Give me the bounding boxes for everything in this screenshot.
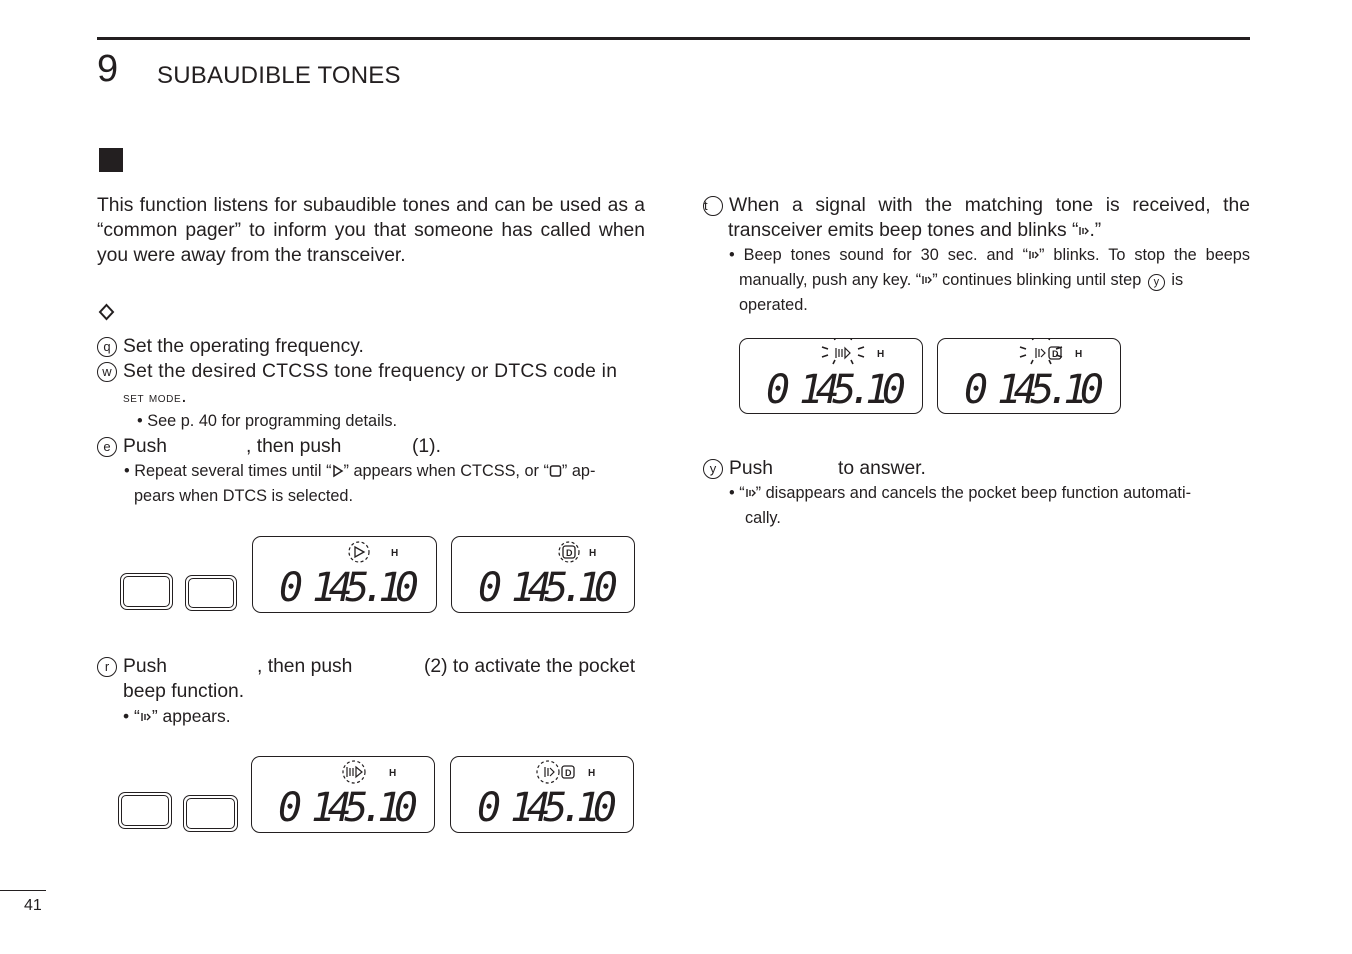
tone-key[interactable] [185, 575, 237, 611]
step-number-4: r [97, 657, 117, 677]
lcd-display-dtcs [451, 536, 635, 613]
lcd-display-blink-2 [937, 338, 1121, 414]
footer-rule [0, 890, 46, 891]
func-key-2[interactable] [118, 792, 172, 829]
lcd-display-ctcss [252, 536, 437, 613]
lcd-blink-1-segments [740, 339, 924, 415]
lcd-display-blink-1 [739, 338, 923, 414]
bell-icon [745, 486, 756, 500]
step-5-note-3: operated. [739, 296, 808, 314]
lcd-display-pocket-ctcss [251, 756, 435, 833]
lcd-h-indicator: H [391, 548, 399, 559]
bell-icon [1028, 248, 1039, 262]
lcd-h-indicator: H [877, 349, 885, 360]
step-6-note-2: cally. [745, 509, 781, 527]
step-6-post: to answer. [838, 458, 926, 479]
chapter-number: 9 [97, 48, 119, 90]
lcd-d-indicator: D [565, 768, 572, 778]
step-6-note-1: • “ ” disappears and cancels the pocket beep function automati- [729, 484, 1191, 502]
lcd-frequency: 0 145.10 [766, 367, 906, 413]
lcd-frequency: 0 145.10 [478, 565, 618, 611]
step-number-2: w [97, 362, 117, 382]
step-ref-6: y [1148, 274, 1165, 291]
lcd-dtcs-segments [452, 537, 636, 614]
step-number-1: q [97, 337, 117, 357]
lcd-pocket-dtcs-segments [451, 757, 635, 834]
step-number-5: t [703, 196, 723, 216]
step-number-6: y [703, 459, 723, 479]
bell-icon [1078, 224, 1089, 238]
lcd-frequency: 0 145.10 [278, 785, 418, 831]
step-4: r Push [97, 654, 167, 679]
step-4-post: (2) to activate the pocket [424, 656, 636, 677]
step-3-post: (1). [412, 436, 441, 457]
step-5-note-2: manually, push any key. “ ” continues blinking until step y is [739, 271, 1184, 289]
lcd-h-indicator: H [389, 768, 397, 779]
step-4-line-2: beep function. [123, 681, 245, 702]
page-number: 41 [24, 897, 42, 914]
lcd-h-indicator: H [589, 548, 597, 559]
tone-triangle-icon [332, 464, 344, 478]
chapter-title: SUBAUDIBLE TONES [157, 62, 401, 89]
lcd-frequency: 0 145.10 [279, 565, 419, 611]
bell-icon [140, 710, 152, 724]
lcd-h-indicator: H [588, 768, 596, 779]
lcd-d-indicator: D [566, 548, 573, 558]
lcd-blink-2-segments [938, 339, 1122, 415]
lcd-frequency: 0 145.10 [477, 785, 617, 831]
func-key[interactable] [120, 573, 173, 610]
ctcss-key[interactable] [183, 795, 238, 832]
step-3-mid: , then push [246, 436, 342, 457]
step-5-note-1: • Beep tones sound for 30 sec. and “ ” blinks. To stop the beeps [729, 246, 1250, 264]
step-4-mid: , then push [257, 656, 353, 677]
step-number-3: e [97, 437, 117, 457]
lcd-ctcss-segments [253, 537, 438, 614]
step-3-note-1: • Repeat several times until “ ” appears when CTCSS, or “ ” ap- [124, 462, 596, 480]
step-2-continuation: set mode. [123, 386, 187, 407]
step-4-note: • “ ” appears. [123, 706, 231, 726]
lcd-h-indicator: H [1075, 349, 1083, 360]
step-3-note-2: pears when DTCS is selected. [134, 487, 353, 505]
diamond-icon [98, 302, 115, 322]
step-3: e Push [97, 434, 167, 459]
lcd-display-pocket-dtcs [450, 756, 634, 833]
step-5: t When a signal with the matching tone is received, the [704, 195, 1250, 216]
step-5-line-2: transceiver emits beep tones and blinks “ .” [728, 220, 1102, 241]
step-6: y Push [703, 456, 773, 481]
lcd-pocket-ctcss-segments [252, 757, 436, 834]
step-2-note: • See p. 40 for programming details. [137, 412, 397, 430]
lcd-frequency: 0 145.10 [964, 367, 1104, 413]
step-2: w Set the desired CTCSS tone frequency or DTCS code in [97, 359, 645, 384]
intro-paragraph: This function listens for subaudible tones and can be used as a “common pager” to inform you that someone has called when you were away from the transceiver. [97, 195, 645, 266]
section-square-icon [99, 148, 123, 172]
dtcs-box-icon [549, 464, 562, 478]
header-rule [97, 37, 1250, 40]
bell-icon [921, 273, 932, 287]
step-1: q Set the operating frequency. [97, 334, 364, 359]
lcd-d-indicator: D [1052, 349, 1059, 359]
